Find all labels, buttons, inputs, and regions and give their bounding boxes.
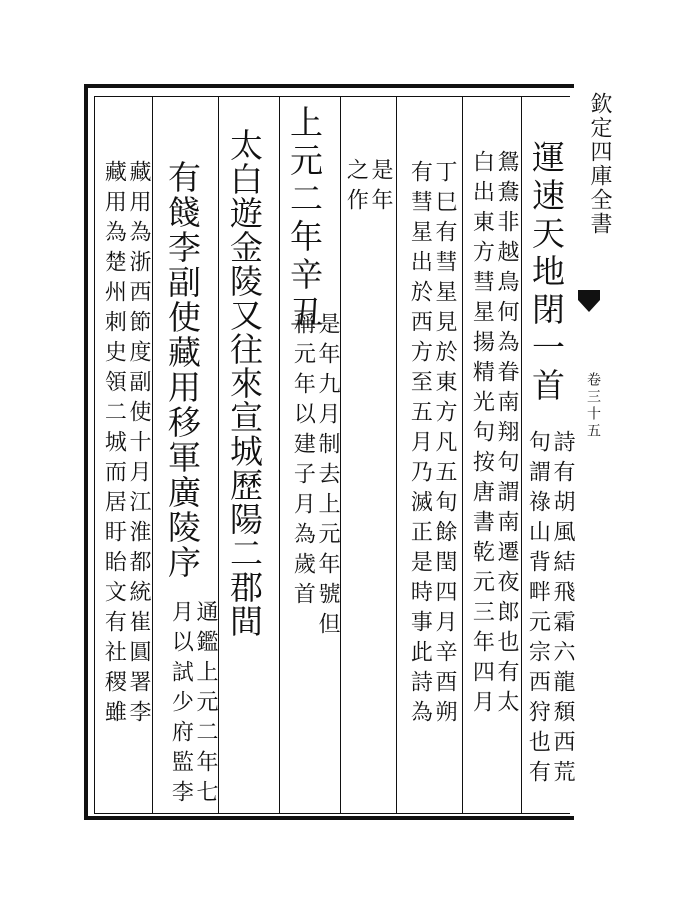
book-header: 欽定四庫全書 [587, 92, 612, 236]
fish-tail-mark [578, 290, 600, 320]
column-rule [279, 96, 280, 814]
column-rule [218, 96, 219, 814]
text-line: 鴛鴦非越鳥何為眷南翔句謂南遷夜郎也有太 [494, 150, 519, 720]
column-rule [396, 96, 397, 814]
text-line: 藏用為浙西節度副使十月江淮都統崔圓署李 [126, 160, 151, 730]
annotation-block [283, 312, 339, 692]
annotation-line: 是年九月制去上元年號但 [315, 312, 340, 642]
text-line: 丁巳有彗星見於東方凡五旬餘閏四月辛酉朔 [432, 160, 457, 730]
column-rule [521, 96, 522, 814]
annotation-line: 句謂祿山背畔元宗西狩也有 [525, 430, 551, 790]
column-rule [340, 96, 341, 814]
annotation-line: 月以試少府監李 [168, 600, 194, 810]
text-column-large: 太白遊金陵又往來宣城歷陽二郡間 [225, 128, 264, 638]
annotation-line: 稱元年以建子月為歲首 [290, 312, 316, 612]
poem-title: 運速天地閉一首 [527, 140, 566, 406]
annotation-line: 詩有胡風結飛霜六龍頹西荒 [550, 430, 575, 790]
column-rule [462, 96, 463, 814]
text-column [343, 158, 393, 278]
text-line: 藏用為楚州刺史領二城而居盱眙文有社稷雖 [101, 160, 127, 730]
annotation-line: 通鑑上元二年七 [193, 600, 218, 810]
text-line: 有彗星出於西方至五月乃滅正是時事此詩為 [407, 160, 433, 730]
volume-label: 卷三十五 [585, 372, 601, 440]
column-rule [152, 96, 153, 814]
annotation-block [157, 600, 217, 810]
text-line: 白出東方彗星揚精光句按唐書乾元三年四月 [469, 150, 495, 720]
text-column [466, 150, 518, 810]
annotation-block [525, 430, 575, 810]
text-column [402, 160, 456, 810]
text-line: 是年 [368, 158, 393, 218]
text-line: 之作 [343, 158, 369, 218]
preface-title: 有餞李副使藏用移軍廣陵序 [163, 160, 202, 580]
year-heading: 上元二年辛丑 [285, 105, 324, 333]
text-column [98, 160, 150, 810]
